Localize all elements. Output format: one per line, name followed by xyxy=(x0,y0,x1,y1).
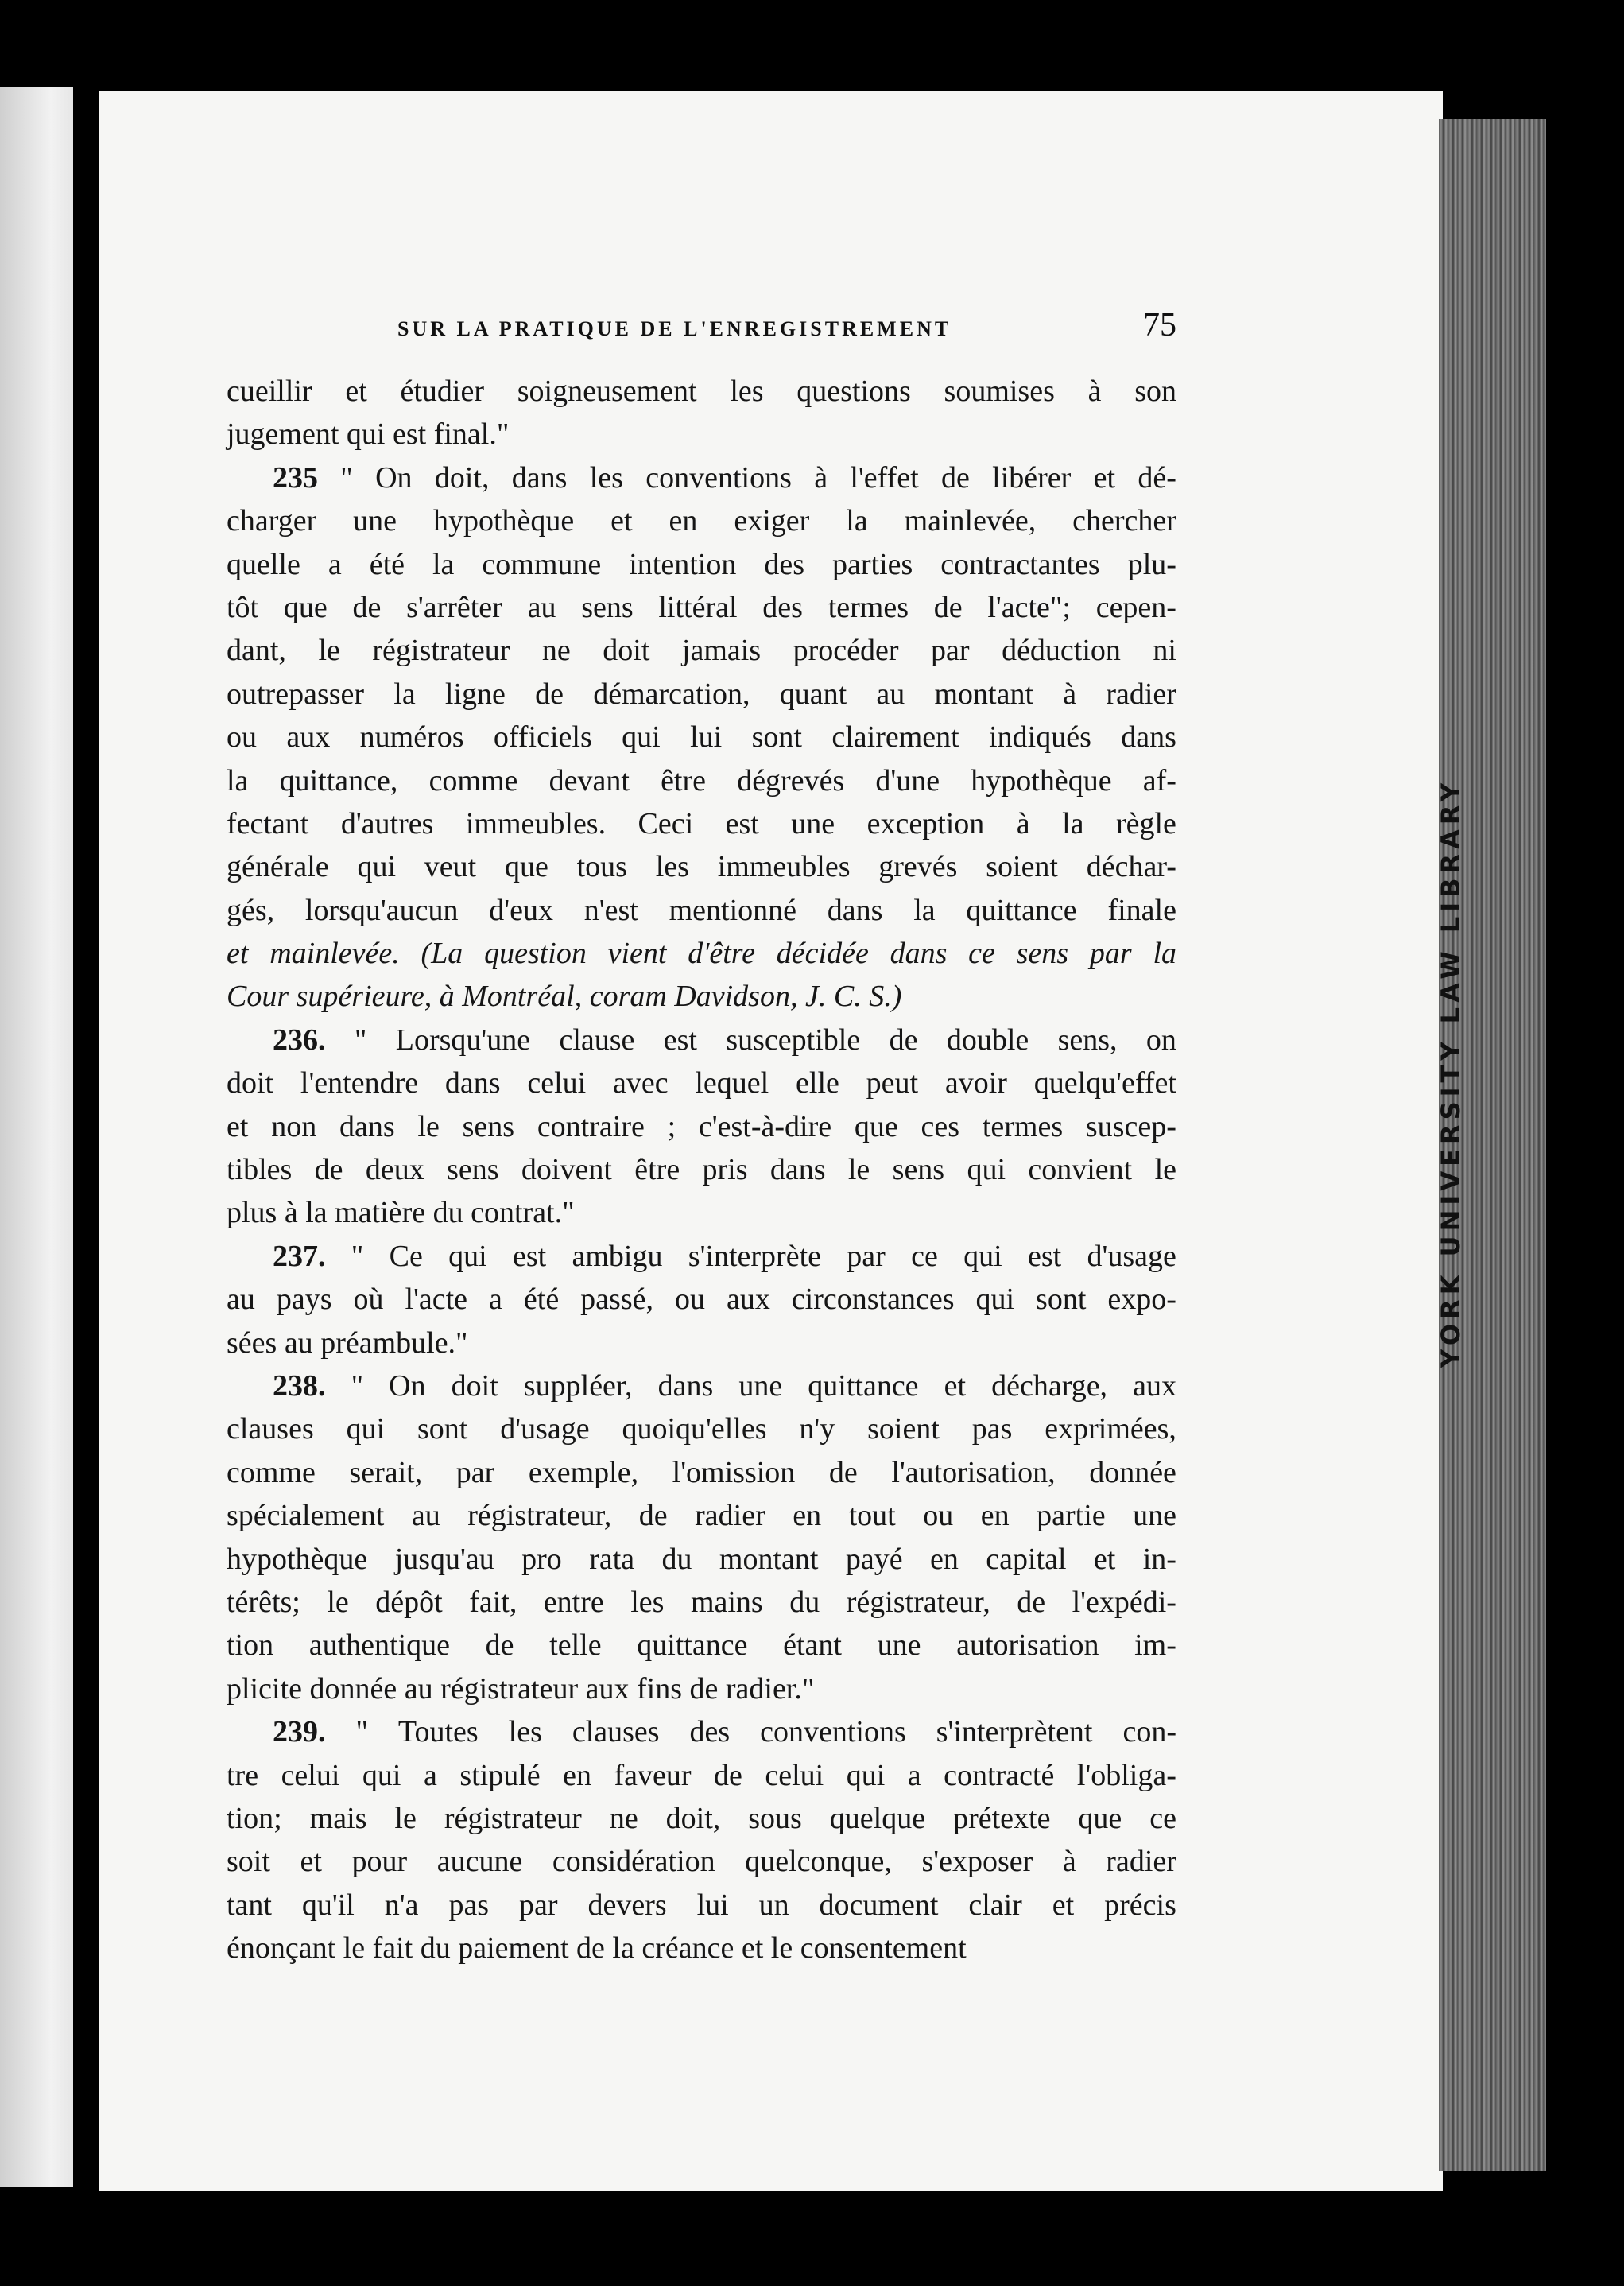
text-line: soit et pour aucune considération quelconque, s'exposer à radier xyxy=(227,1845,1176,1879)
text-line: tibles de deux sens doivent être pris dans le sens qui convient le xyxy=(227,1153,1176,1187)
text-line: 238. " On doit suppléer, dans une quittance et décharge, aux xyxy=(273,1368,1176,1403)
library-stamp xyxy=(1427,716,1475,1431)
text-line: plicite donnée au régistrateur aux fins de radier." xyxy=(227,1671,815,1706)
text-line: la quittance, comme devant être dégrevés d'une hypothèque af- xyxy=(227,763,1176,798)
text-line: énonçant le fait du paiement de la créance et le consentement xyxy=(227,1931,967,1966)
text-line: clauses qui sont d'usage quoiqu'elles n'y soient pas exprimées, xyxy=(227,1412,1176,1446)
text-line: 239. " Toutes les clauses des conventions s'interprètent con- xyxy=(273,1715,1176,1749)
text-line: tion; mais le régistrateur ne doit, sous quelque prétexte que ce xyxy=(227,1801,1176,1835)
text-line: 237. " Ce qui est ambigu s'interprète par ce qui est d'usage xyxy=(273,1239,1176,1273)
text-line: charger une hypothèque et en exiger la mainlevée, chercher xyxy=(227,504,1176,538)
page-number: 75 xyxy=(1143,307,1176,343)
text-line: au pays où l'acte a été passé, ou aux circonstances qui sont expo- xyxy=(227,1283,1176,1317)
text-line: comme serait, par exemple, l'omission de l'autorisation, donnée xyxy=(227,1455,1176,1489)
text-line: hypothèque jusqu'au pro rata du montant payé en capital et in- xyxy=(227,1542,1176,1576)
text-line: tre celui qui a stipulé en faveur de celui qui a contracté l'obliga- xyxy=(227,1758,1176,1792)
text-line: sées au préambule." xyxy=(227,1325,468,1360)
text-line: tôt que de s'arrêter au sens littéral des termes de l'acte"; cepen- xyxy=(227,590,1176,624)
text-line: dant, le régistrateur ne doit jamais procéder par déduction ni xyxy=(227,634,1176,668)
text-line: tant qu'il n'a pas par devers lui un document clair et précis xyxy=(227,1888,1176,1922)
running-header xyxy=(397,306,1176,346)
facing-page-edge xyxy=(0,87,73,2187)
text-line: spécialement au régistrateur, de radier en tout ou en partie une xyxy=(227,1499,1176,1533)
library-stamp-text: YORK UNIVERSITY LAW LIBRARY xyxy=(1436,778,1466,1368)
text-line: et mainlevée. (La question vient d'être décidée dans ce sens par la xyxy=(227,937,1176,971)
text-line: doit l'entendre dans celui avec lequel elle peut avoir quelqu'effet xyxy=(227,1066,1176,1100)
body-text xyxy=(227,370,1176,1970)
text-line: Cour supérieure, à Montréal, coram Davidson, J. C. S.) xyxy=(227,980,902,1014)
text-line: et non dans le sens contraire ; c'est-à-dire que ces termes suscep- xyxy=(227,1109,1176,1143)
text-line: générale qui veut que tous les immeubles grevés soient déchar- xyxy=(227,850,1176,884)
running-title: SUR LA PRATIQUE DE L'ENREGISTREMENT xyxy=(397,317,952,340)
text-line: cueillir et étudier soigneusement les questions soumises à son xyxy=(227,375,1176,408)
text-line: gés, lorsqu'aucun d'eux n'est mentionné dans la quittance finale xyxy=(227,893,1176,927)
text-line: quelle a été la commune intention des parties contractantes plu- xyxy=(227,547,1176,581)
text-line: jugement qui est final." xyxy=(227,417,510,452)
text-line: tion authentique de telle quittance étant une autorisation im- xyxy=(227,1628,1176,1663)
text-line: outrepasser la ligne de démarcation, quant au montant à radier xyxy=(227,677,1176,711)
text-line: 235 " On doit, dans les conventions à l'effet de libérer et dé- xyxy=(273,460,1176,495)
text-line: fectant d'autres immeubles. Ceci est une exception à la règle xyxy=(227,806,1176,840)
text-line: plus à la matière du contrat." xyxy=(227,1196,575,1230)
text-line: térêts; le dépôt fait, entre les mains du régistrateur, de l'expédi- xyxy=(227,1585,1176,1619)
text-line: 236. " Lorsqu'une clause est susceptible de double sens, on xyxy=(273,1023,1176,1057)
text-line: ou aux numéros officiels qui lui sont clairement indiqués dans xyxy=(227,720,1176,755)
